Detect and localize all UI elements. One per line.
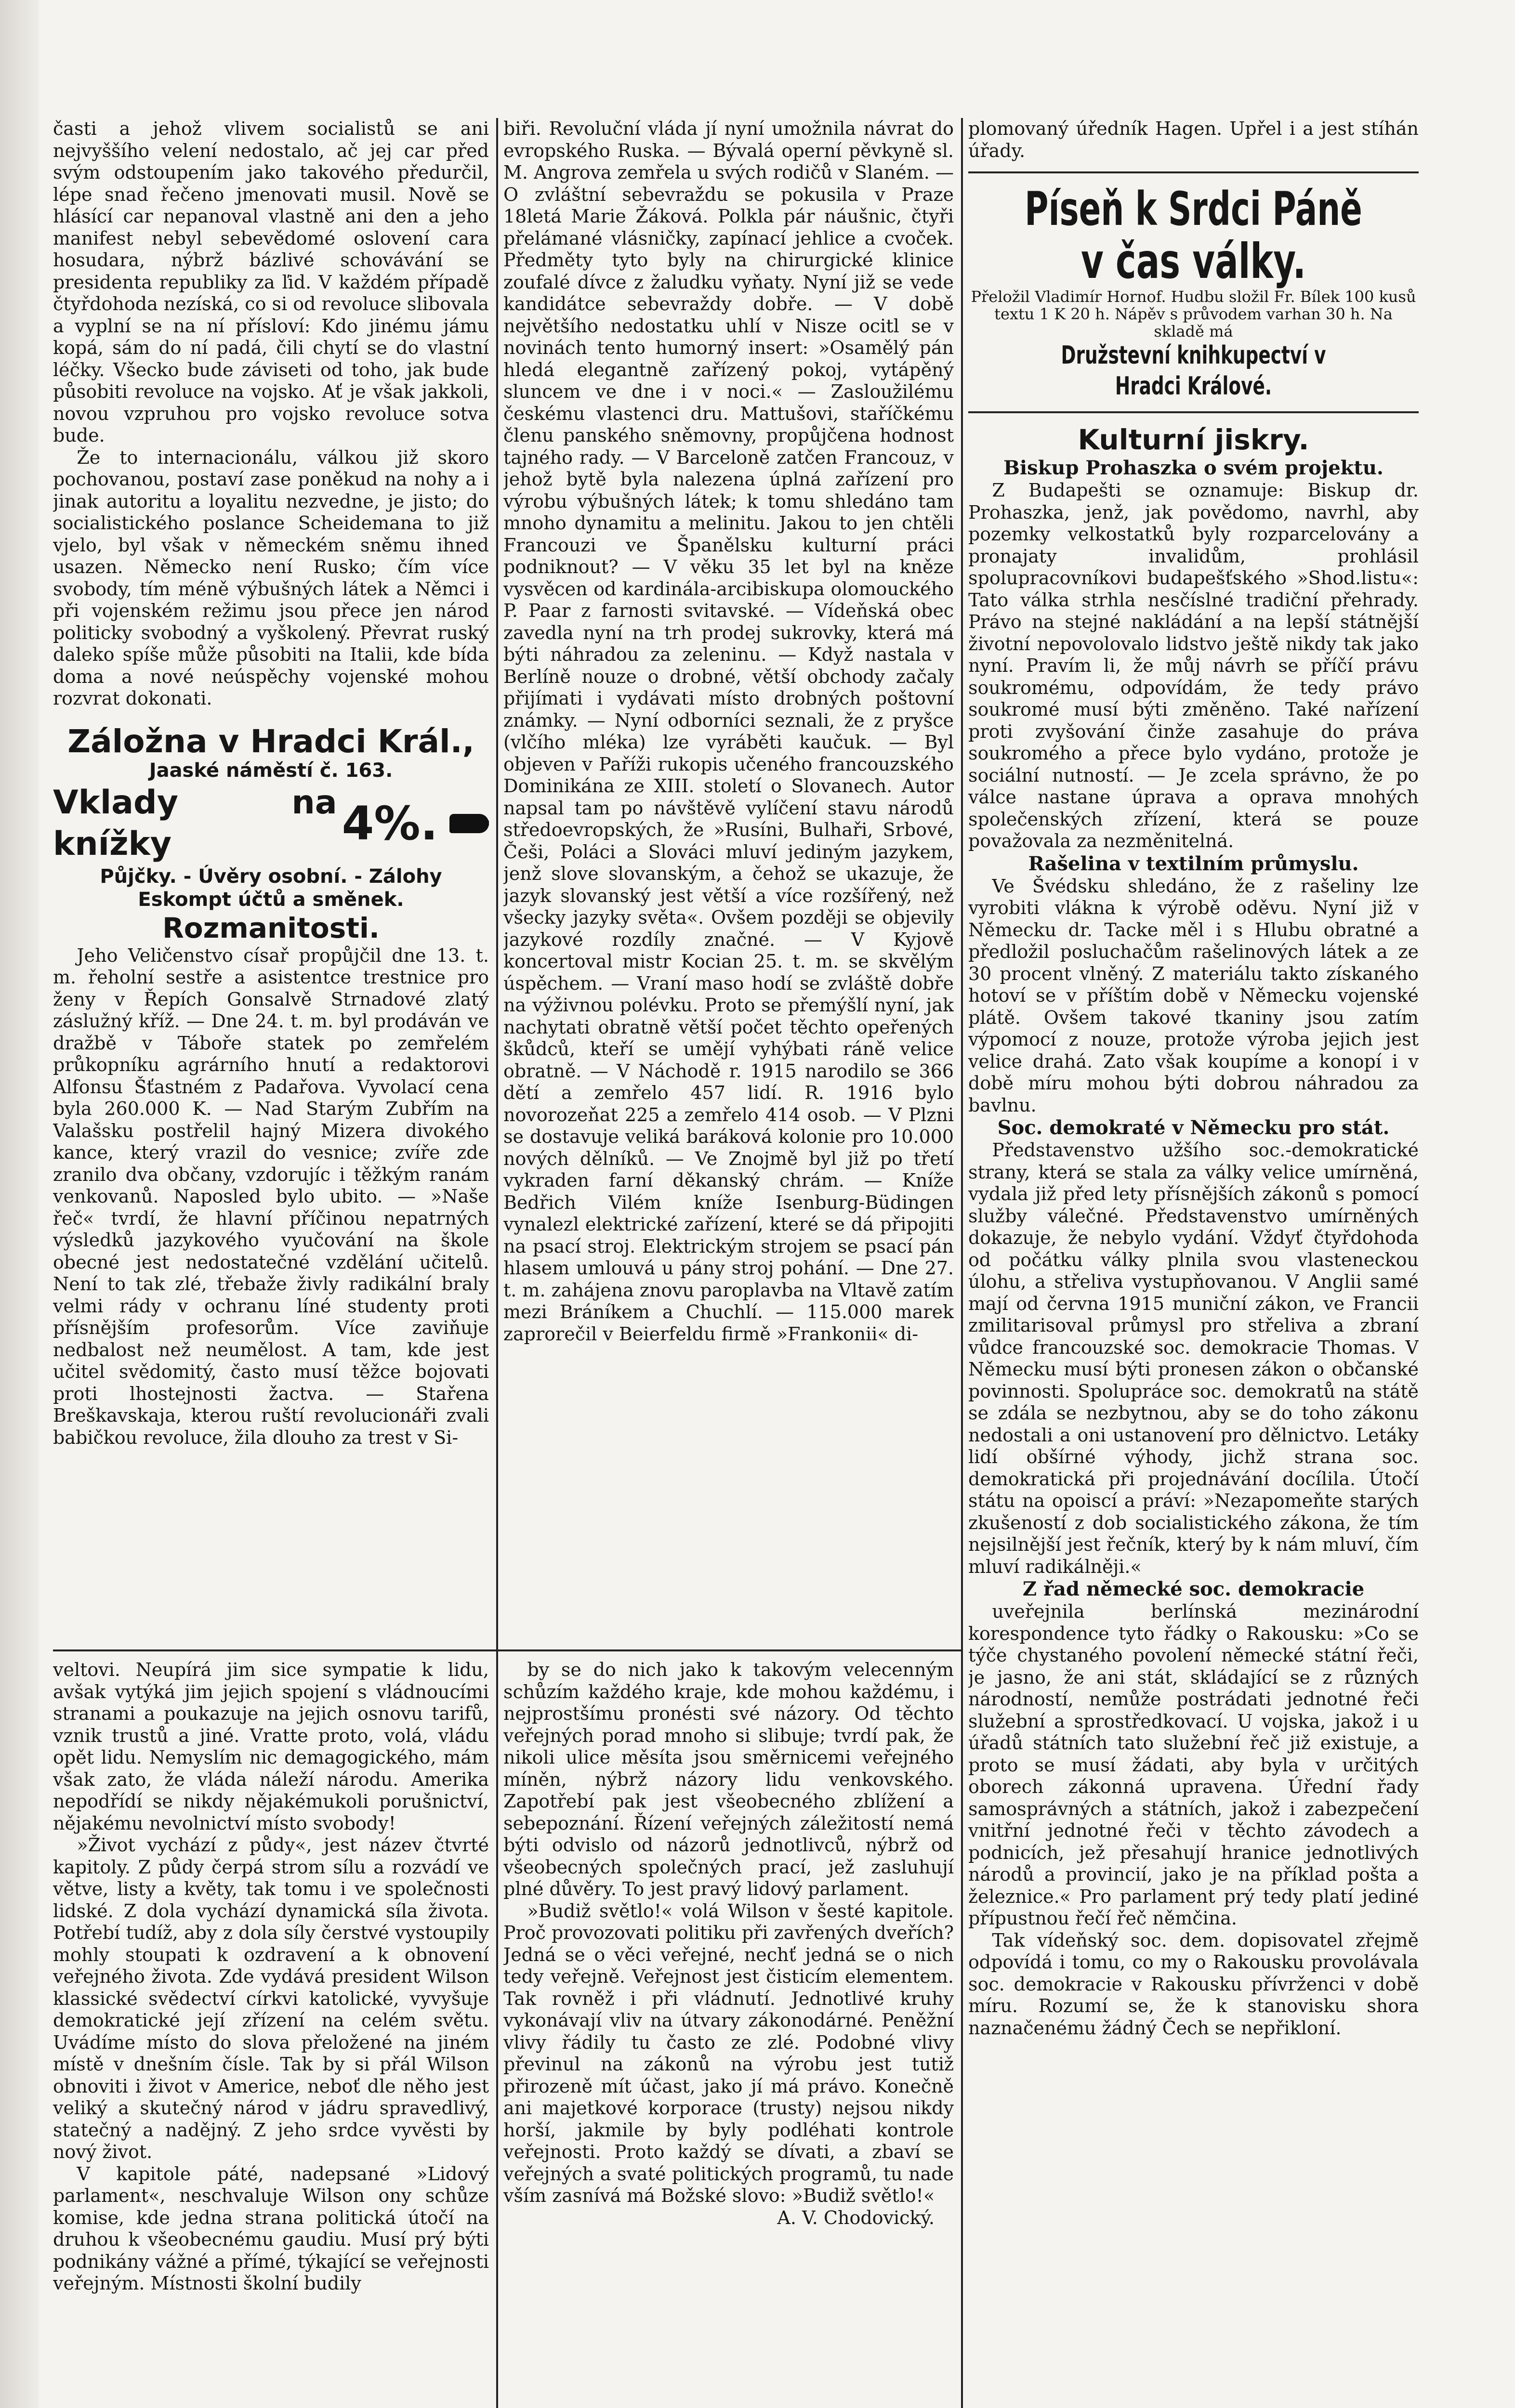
- column-rule-right: [961, 118, 963, 2408]
- column-1-bottom: [53, 1659, 489, 2408]
- bank-services-2: Eskompt účtů a směnek.: [138, 888, 404, 911]
- bank-services: Půjčky. - Úvěry osobní. - Zálohy: [100, 865, 442, 888]
- bank-name: Záložna v Hradci Král.,: [67, 722, 474, 760]
- article-paragraph: časti a jehož vlivem socialistů se ani nejvyššího velení nedostalo, ač jej car před svým odstoupením jako takového předurčil, lépe snad řečeno jmenovati musil. Nově se hlásící car nepanoval vlastně ani den a jeho manifest nebyl sebevědomé oslovení cara hosudara, nýbrž bázlivé schovávání se presidenta republiky za ľid. V každém případě čtyřdohoda nezíská, co si od revoluce slibovala a vyplní se na ní přísloví: Kdo jinému jámu kopá, sám do ní padá, čili chytí se do vlastní léčky. Všecko bude záviseti od toho, jak bude působiti revoluce na vojsko. Ať je však jakkoli, novou vzpruhou pro vojsko revoluce sotva bude.: [53, 118, 489, 446]
- divider: [968, 171, 1419, 173]
- subsection-title: Soc. demokraté v Německu pro stát.: [997, 1116, 1390, 1139]
- song-advertisement: [968, 183, 1419, 402]
- author-signature: A. V. Chodovický.: [777, 2207, 935, 2228]
- column-1-top: [53, 118, 489, 1645]
- article-paragraph: by se do nich jako k takovým velecenným schůzím každého kraje, kde mohou každému, i nejprostšímu pronésti své názory. Od těchto veřejných porad mnoho si slibuje; tvrdí pak, že nikoli ulice měsíta jsou směrnicemi veřejného míněn, nýbrž názory lidu venkovského. Zapotřebí pak jest všeobecného zblížení a sebepoznání. Řízení veřejných záležitostí nemá býti odvislo od názorů jednotlivců, nýbrž od všeobecných společných prací, jež zasluhují plné důvěry. To jest pravý lidový parlament.: [503, 1659, 954, 1899]
- deposit-offer: [53, 782, 489, 865]
- column-2-top: [503, 118, 954, 1645]
- section-rule: [53, 1649, 961, 1651]
- column-2-bottom: [503, 1659, 954, 2408]
- section-title-miscellany: Rozmanitosti.: [162, 911, 380, 944]
- article-paragraph: V kapitole páté, nadepsané »Lidový parlament«, neschvaluje Wilson ony schůze komise, kde jedna strana politická útočí na druhou k všeobecnému gaudiu. Musí prý býti podnikány vážné a přímé, týkající se veřejnosti veřejným. Místnosti školní budily: [53, 2163, 489, 2294]
- article-paragraph: Tak vídeňský soc. dem. dopisovatel zřejmě odpovídá i tomu, co my o Rakousku provolávala soc. demokracie v Rakousku přívrženci v době míru. Rozumí se, že k stanovisku shora naznačenému žádný Čech se nepřikloní.: [968, 1929, 1419, 2039]
- article-paragraph: »Život vychází z půdy«, jest název čtvrté kapitoly. Z půdy čerpá strom sílu a rozvádí ve větve, listy a květy, tak tomu i ve společnosti lidské. Z dola vychází dynamická síla života. Potřebí tudíž, aby z dola síly čerstvé vystoupily mohly stoupati k ozdravení a k obnovení veřejného života. Zde vydává president Wilson klassické svědectví církvi katolické, vyvyšuje demokratické její zřízení na celém světu. Uvádíme místo do slova přeložené na jiném místě v dnešním čísle. Tak by si přál Wilson obnoviti i život v Americe, neboť dle něho jest veliký a skutečný národ v jádru spravedlivý, statečný a nadějný. Z jeho srdce vyvěsti by nový život.: [53, 1834, 489, 2162]
- column-3: [968, 118, 1419, 2408]
- section-title-culture: Kulturní jiskry.: [1078, 423, 1309, 456]
- divider: [968, 411, 1419, 413]
- song-credits: Přeložil Vladimír Hornof. Hudbu složil Fr. Bílek 100 kusů textu 1 K 20 h. Nápěv s průvodem varhan 30 h. Na skladě má: [971, 288, 1416, 340]
- pointing-hand-icon: [449, 814, 489, 833]
- article-paragraph: Z Budapešti se oznamuje: Biskup dr. Prohaszka, jenž, jak povědomo, navrhl, aby pozemky velkostatků byly rozparcelovány a pronajaty invalidům, prohlásil spolupracovníkovi budapešťského »Shod.listu«: Tato válka strhla nesčíslné tradiční přehrady. Právo na stejné nakládání a na lepší státnější životní nepovolovalo lidstvo ještě nikdy tak jako nyní. Pravím li, že můj návrh se příčí právu soukromému, odpovídám, že tedy právo soukromé musí býti změněno. Také nařízení proti zvyšování činže zasahuje do práva soukromého a přece bylo vydáno, protože je sociální nutností. — Je zcela správno, že po válce nastane úprava a oprava mnohých společenských zřízení, která se pouze považovala za nezměnitelná.: [968, 480, 1419, 851]
- article-paragraph: Jeho Veličenstvo císař propůjčil dne 13. t. m. řeholní sestře a asistentce trestnice pro ženy v Řepích Gonsalvě Strnadové zlatý záslužný kříž. — Dne 24. t. m. byl prodáván ve dražbě v Táboře statek po zemřelém průkopníku agrárního hnutí a redaktorovi Alfonsu Šťastném z Padařova. Vyvolací cena byla 260.000 K. — Nad Starým Zubřím na Valašsku postřelil hajný Mizera divokého kance, který vrazil do vesnice; zvíře zde zranilo dva občany, vzdorujíc i těžkým ranám venkovanů. Naposled bylo ubito. — »Naše řeč« tvrdí, že hlavní příčinou nepatrných výsledků jazykového vyučování na škole obecné jest nedostatečné vzdělání učitelů. Není to tak zlé, třebaže živly radikální braly velmi rády v ochranu líné studenty proti přísnějším profesorům. Více zaviňuje nedbalost než neumělost. A tam, kde jest učitel svědomitý, často musí těžce bojovati proti lhostejnosti žactva. — Stařena Breškavskaja, kterou ruští revolucionáři zvali babičkou revoluce, žila dlouho za trest v Si-: [53, 944, 489, 1448]
- binding-margin: [0, 0, 39, 2408]
- article-paragraph: »Budiž světlo!« volá Wilson v šesté kapitole. Proč provozovati politiku při zavřených dveřích? Jedná se o věci veřejné, nechť jedná se o nich tedy veřejně. Veřejnost jest čisticím elementem. Tak rovněž i při vládnutí. Jednotlivé kruhy vykonávají vliv na útvary zákonodárné. Peněžní vlivy řádily tu často ze zlé. Podobné vlivy převinul na zákonů na výrobu jest tutiž přirozeně mít účast, jako jí má právo. Konečně ani majetkové korporace (trusty) nejsou nikdy horší, jakmile by byly podléhati kontrole veřejnosti. Proto každý se dívati, a zbaví se veřejných a svaté politických programů, tu nade vším zasnívá má Božské slovo: »Budiž světlo!«: [503, 1900, 954, 2206]
- interest-rate: 4%.: [342, 796, 438, 851]
- article-paragraph: Představenstvo užšího soc.-demokratické strany, která se stala za války velice umírněná, vydala již před lety přísnějších zákonů s pomocí služby válečné. Představenstvo umírněných dokazuje, že nebylo vydání. Vždyť čtyřdohoda od počátku války plnila svou vlasteneckou úlohu, a střeliva vystupňovanou. V Anglii samé mají od června 1915 muniční zákon, ve Francii zmilitarisoval průmysl pro střeliva a zbraní vůdce francouzské soc. demokracie Thomas. V Německu musí býti pronesen zákon o občanské povinnosti. Spolupráce soc. demokratů na státě se zdála se nezbytnou, aby se do toho zákonu nedostali a oni ustanovení pro dělnictvo. Letáky lidí obšírné výhody, jichž strana soc. demokratická při projednávání docílila. Útočí státu na opoiscí a práví: »Nezapomeňte starých zkušeností z dob socialistického zákona, že tím nejsilnější jest řečník, který by k nám mluví, čím mluví radikálněji.«: [968, 1139, 1419, 1577]
- article-paragraph: Že to internacionálu, válkou již skoro pochovanou, postaví zase poněkud na nohy a i jinak autoritu a loyalitu nezvedne, je jisto; do socialistického poslance Scheidemana to již vjelo, byl však v německém sněmu ihned usazen. Německo není Rusko; čím více svobody, tím méně výbušných látek a Němci i při vojenském režimu jsou přece jen národ politicky svobodný a vyškolený. Převrat ruský daleko spíše může působiti na Italii, kde bída doma a nové neúspěchy vojenské mohou rozvrat dokonati.: [53, 446, 489, 709]
- deposit-label: Vklady na knížky: [53, 783, 337, 863]
- column-rule-left: [496, 118, 498, 2408]
- article-paragraph: uveřejnila berlínská mezinárodní korespondence tyto řádky o Rakousku: »Co se týče chystaného povolení německé státní řeči, je jasno, že ani stát, skládající se z různých národností, nemůže postrádati jednotné řeči služební a sprostředkovací. U vojska, jakož i u úřadů státních tato služební řeč již existuje, a proto se musí žádati, aby byla v určitých oborech zákonná upravena. Úřední řady samosprávných a státních, jakož i zabezpečení vnitřní jednotné řeči v těchto závodech a podnicích, jež přesahují hranice jednotlivých národů a provincií, jako je na příklad pošta a železnice.« Pro parlament prý tedy platí jediné přípustnou řečí řeč němčina.: [968, 1601, 1419, 1929]
- bank-address: Jaaské náměstí č. 163.: [149, 759, 393, 782]
- song-title: Píseň k Srdci Páně: [1025, 182, 1362, 236]
- publisher-name: Družstevní knihkupectví v Hradci Králové.: [1061, 341, 1326, 401]
- subsection-title: Biskup Prohaszka o svém projektu.: [1003, 457, 1383, 479]
- subsection-title: Rašelina v textilním průmyslu.: [1028, 852, 1359, 875]
- article-paragraph: veltovi. Neupírá jim sice sympatie k lidu, avšak vytýká jim jejich spojení s vládnoucími stranami a poukazuje na jejich osnovu tarifů, vznik trustů a jiné. Vratte proto, volá, vládu opět lidu. Nemyslím nic demagogického, mám však zato, že vláda náleží národu. Amerika nepodřídí se nikdy nějakémukoli porušnictví, nějakému nevolnictví místo svobody!: [53, 1659, 489, 1834]
- bank-advertisement: [53, 724, 489, 911]
- subsection-title: Z řad německé soc. demokracie: [1022, 1578, 1365, 1600]
- article-paragraph: Ve Švédsku shledáno, že z rašeliny lze vyrobiti vlákna k výrobě oděvu. Nyní již v Německu dr. Tacke měl i s Hlubu obratné a předložil posluchačům rašelinových látek a ze 30 procent vlněný. Z materiálu takto získaného hotoví se v příštím době v Německu vojenské plátě. Ovšem takové tkaniny jsou zatím výpomocí z nouze, protože výroba jejich jest velice drahá. Zato však koupíme a konopí i v době míru mohou býti dobrou náhradou za bavlnu.: [968, 875, 1419, 1116]
- article-paragraph: biři. Revoluční vláda jí nyní umožnila návrat do evropského Ruska. — Bývalá operní pěvkyně sl. M. Angrova zemřela u svých rodičů v Slaném. — O zvláštní sebevraždu se pokusila v Praze 18letá Marie Žáková. Polkla pár náušnic, čtyři přelámané vlásničky, zapínací jehlice a cvoček. Předměty tyto byly na chirurgické klinice zoufalé dívce z žaludku vyňaty. Nyní již se vede kandidátce sebevraždy dobře. — V době největšího nedostatku uhlí v Nisze ocitl se v novinách tento humorný insert: »Osamělý pán hledá elegantně zařízený pokoj, vytápěný sluncem ve dne i v noci.« — Zasloužilému českému vlastenci dru. Mattušovi, staříčkému členu panského sněmovny, propůjčena hodnost tajného rady. — V Barceloně zatčen Francouz, v jehož bytě byla nalezena úplná zařízení pro výrobu výbušných látek; k tomu shledáno tam mnoho dynamitu a melinitu. Jakou to jen chtěli Francouzi ve Španělsku kulturní práci podniknout? — V věku 35 let byl na kněze vysvěcen od kardinála-arcibiskupa olomouckého P. Paar z farnosti svitavské. — Vídeňská obec zavedla nyní na trh prodej sukrovky, která má býti náhradou za zeleninu. — Když nastala v Berlíně nouze o drobné, větší obchody začaly přijímati i vydávati místo drobných poštovní známky. — Nyní odborníci seznali, že z pryšce (vlčího mléka) lze vyráběti kaučuk. — Byl objeven v Paříži rukopis učeného francouzského Dominikána ze XIII. století o Slovanech. Autor napsal tam po návštěvě vylíčení stavu národů středoevropských, že »Rusíni, Bulhaři, Srbové, Češi, Poláci a Slováci mluví jediným jazykem, jenž slove slovanským, a čehož se ukazuje, že jazyk slovanský jest větší a více rozšířený, než všecky jazyky světa«. Ovšem později se objevily jazykové rozdíly značné. — V Kyjově koncertoval mistr Kocian 25. t. m. se skvělým úspěchem. — Vraní maso hodí se zvláště dobře na výživnou polévku. Proto se přemýšlí nyní, jak nachytati obratně větší počet těchto opeřených škůdců, kteří se umějí vyhýbati ráně velice obratně. — V Náchodě r. 1915 narodilo se 366 dětí a zemřelo 457 lidí. R. 1916 bylo novorozeňat 225 a zemřelo 414 osob. — V Plzni se dostavuje veliká baráková kolonie pro 10.000 nových dělníků. — Ve Znojmě byl již po třetí vykraden farní děkanský chrám. — Kníže Bedřich Vilém kníže Isenburg-Büdingen vynalezl elektrické zařízení, které se dá připojiti na psací stroj. Elektrickým strojem se psací pán hlasem umlouvá u pány stroj pohání. — Dne 27. t. m. zahájena znovu paroplavba na Vltavě zatím mezi Bráníkem a Chuchlí. — 115.000 marek zaprorečil v Beierfeldu firmě »Frankonii« di-: [503, 118, 954, 1345]
- article-paragraph: plomovaný úředník Hagen. Upřel i a jest stíhán úřady.: [968, 118, 1419, 161]
- song-subtitle: v čas války.: [1081, 233, 1306, 289]
